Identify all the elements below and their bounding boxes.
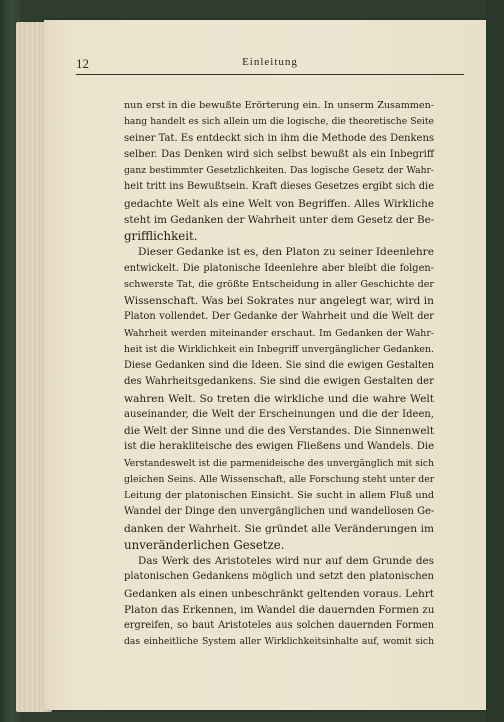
text-line: ergreifen, so baut Aristoteles aus solchen dauernden Formen xyxy=(124,620,434,631)
text-line: Wissenschaft. Was bei Sokrates nur angelegt war, wird in xyxy=(124,295,434,307)
text-line: Dieser Gedanke ist es, den Platon zu seiner Ideenlehre xyxy=(138,246,434,259)
text-line: Platon vollendet. Der Gedanke der Wahrheit und die Welt der xyxy=(124,311,434,323)
text-line: platonischen Gedankens möglich und setzt den platonischen xyxy=(124,571,434,583)
text-line: danken der Wahrheit. Sie gründet alle Veränderungen im xyxy=(124,522,434,535)
text-line: auseinander, die Welt der Erscheinungen und die der Ideen, xyxy=(124,408,434,420)
text-line: Platon das Erkennen, im Wandel die dauernden Formen zu xyxy=(124,603,435,616)
text-line: das einheitliche System aller Wirklichkeitsinhalte auf, womit sich xyxy=(124,636,434,648)
page-number: 12 xyxy=(76,56,89,71)
text-line: entwickelt. Die platonische Ideenlehre aber bleibt die folgen- xyxy=(124,262,434,274)
text-line: des Wahrheitsgedankens. Sie sind die ewigen Gestalten der xyxy=(124,376,434,388)
text-line: Verstandeswelt ist die parmenideische des unvergänglich mit sich xyxy=(124,457,434,469)
text-line: seiner Tat. Es entdeckt sich in ihm die Methode des Denkens xyxy=(124,132,435,144)
text-line: heit ist die Wirklichkeit ein Inbegriff unvergänglicher Gedanken. xyxy=(124,343,434,355)
text-line: Diese Gedanken sind die Ideen. Sie sind die ewigen Gestalten xyxy=(124,360,434,371)
text-line: Wandel der Dinge den unvergänglichen und wandellosen Ge- xyxy=(124,506,435,518)
page-header xyxy=(76,54,464,75)
text-line: Wahrheit werden miteinander erschaut. Im Gedanken der Wahr- xyxy=(124,327,434,339)
text-line: schwerste Tat, die größte Entscheidung in aller Geschichte der xyxy=(124,278,434,290)
text-line: nun erst in die bewußte Erörterung ein. In unserm Zusammen- xyxy=(124,100,434,111)
text-line: unveränderlichen Gesetze. xyxy=(124,537,285,552)
book-cover-right xyxy=(486,0,504,722)
body-text xyxy=(124,98,434,651)
text-line: wahren Welt. So treten die wirkliche und die wahre Welt xyxy=(124,392,434,405)
text-line: selber. Das Denken wird sich selbst bewußt als ein Inbegriff xyxy=(124,148,434,160)
text-line: steht im Gedanken der Wahrheit unter dem Gesetz der Be- xyxy=(124,213,435,226)
text-line: ist die herakliteische des ewigen Fließens und Wandels. Die xyxy=(124,441,435,453)
text-line: hang handelt es sich allein um die logische, die theoretische Seite xyxy=(124,116,434,128)
text-line: ganz bestimmter Gesetzlichkeiten. Das logische Gesetz der Wahr- xyxy=(124,165,434,176)
text-line: heit tritt ins Bewußtsein. Kraft dieses Gesetzes ergibt sich die xyxy=(124,181,434,193)
text-line: gedachte Welt als eine Welt von Begriffen. Alles Wirkliche xyxy=(124,197,434,210)
text-line: die Welt der Sinne und die des Verstandes. Die Sinnenwelt xyxy=(124,425,434,437)
text-line: Leitung der platonischen Einsicht. Sie sucht in allem Fluß und xyxy=(124,490,434,501)
text-line: Das Werk des Aristoteles wird nur auf dem Grunde des xyxy=(138,555,434,567)
text-line: Gedanken als einen unbeschränkt geltenden voraus. Lehrt xyxy=(124,587,434,600)
text-line: grifflichkeit. xyxy=(124,229,198,243)
text-line: gleichen Seins. Alle Wissenschaft, alle Forschung steht unter der xyxy=(124,473,435,485)
running-head: Einleitung xyxy=(242,56,298,68)
